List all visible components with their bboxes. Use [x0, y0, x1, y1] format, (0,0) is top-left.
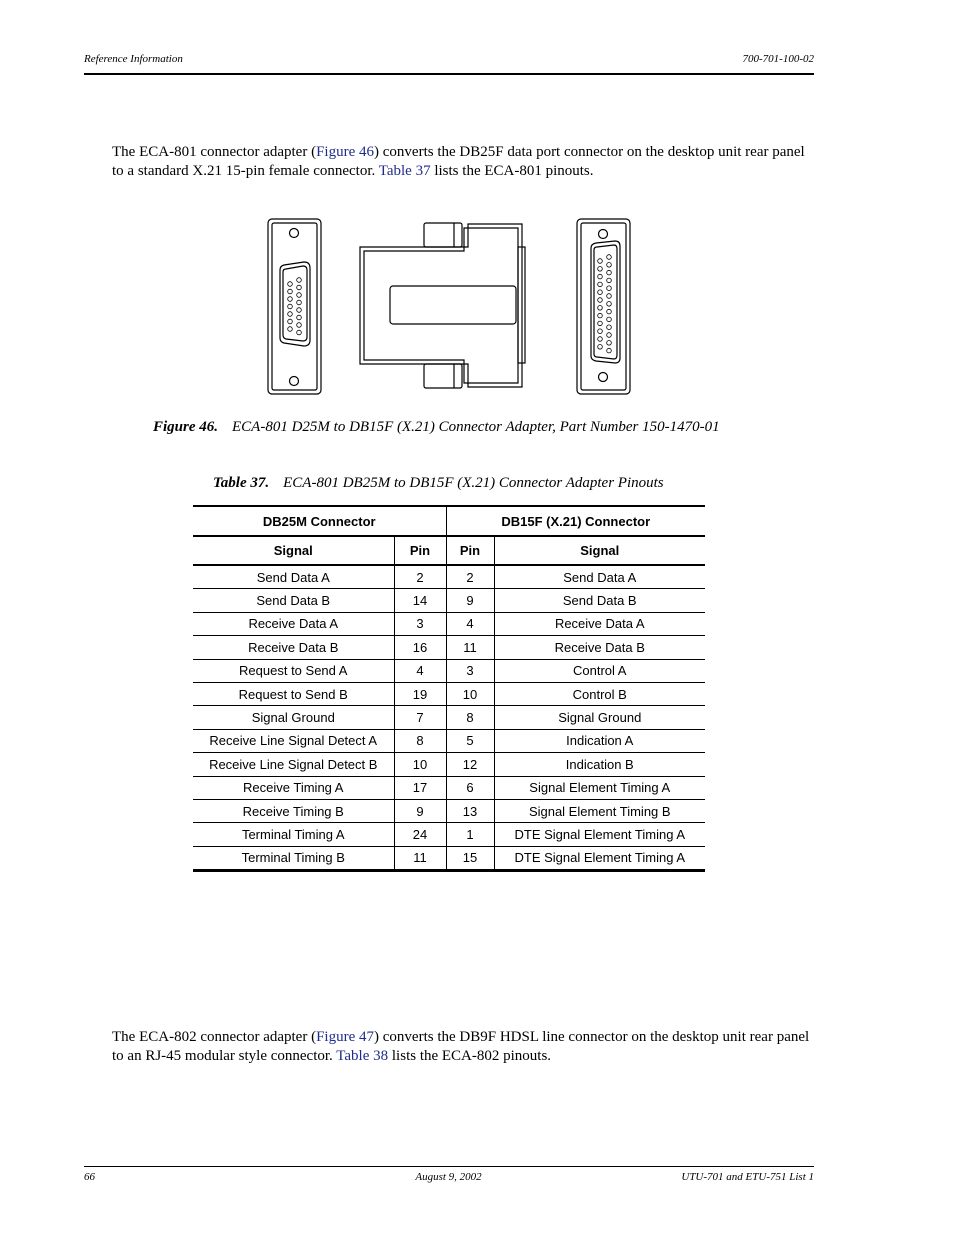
- db25-pin-icon: [607, 294, 612, 299]
- db25m-signal-cell: Receive Line Signal Detect B: [193, 753, 394, 776]
- figure-46-link[interactable]: Figure 46: [316, 144, 375, 160]
- db15-pin-icon: [288, 312, 293, 317]
- db15-pin-icon: [288, 297, 293, 302]
- connector-adapter-figure: [260, 212, 640, 402]
- db25-pin-icon: [598, 274, 603, 279]
- table-row: [193, 799, 705, 822]
- intro-paragraph: [112, 143, 812, 181]
- db25m-signal-cell: Send Data B: [193, 589, 394, 612]
- db25-pin-icon: [607, 348, 612, 353]
- figure-caption: [153, 419, 720, 436]
- db25m-group-header: DB25M Connector: [193, 506, 446, 536]
- db15-pin-icon: [297, 315, 302, 320]
- db15f-signal-cell: Signal Ground: [494, 706, 705, 729]
- table-row: [193, 753, 705, 776]
- figure-caption-text: ECA-801 D25M to DB15F (X.21) Connector Adapter, Part Number 150-1470-01: [232, 419, 720, 435]
- db15f-signal-cell: Signal Element Timing A: [494, 776, 705, 799]
- pinout-table: [193, 505, 705, 872]
- db15-pin-icon: [297, 323, 302, 328]
- outro-text-3: lists the ECA-802 pinouts.: [388, 1048, 552, 1064]
- db15-pin-icon: [288, 282, 293, 287]
- table-row: [193, 776, 705, 799]
- db25-pin-icon: [607, 286, 612, 291]
- header-rule: [84, 73, 814, 75]
- db25m-signal-header: Signal: [193, 536, 394, 565]
- db15f-pin-cell: 1: [446, 823, 494, 846]
- db25m-signal-cell: Signal Ground: [193, 706, 394, 729]
- db25-pin-icon: [598, 306, 603, 311]
- db25-pin-icon: [607, 341, 612, 346]
- db15f-pin-cell: 6: [446, 776, 494, 799]
- table-row: [193, 706, 705, 729]
- figure-label: Figure 46.: [153, 419, 219, 435]
- db15f-signal-cell: Indication A: [494, 729, 705, 752]
- db25m-pin-cell: 4: [394, 659, 446, 682]
- db25m-pin-cell: 19: [394, 682, 446, 705]
- db25m-signal-cell: Send Data A: [193, 565, 394, 589]
- db15f-pin-cell: 15: [446, 846, 494, 870]
- db15f-pin-cell: 4: [446, 612, 494, 635]
- db25m-signal-cell: Request to Send A: [193, 659, 394, 682]
- outro-text-1: The ECA-802 connector adapter (: [112, 1029, 317, 1045]
- header-document-number: 700-701-100-02: [742, 53, 814, 65]
- db15-pin-icon: [288, 289, 293, 294]
- db15f-signal-cell: Send Data A: [494, 565, 705, 589]
- db25m-pin-cell: 17: [394, 776, 446, 799]
- db25m-pin-cell: 8: [394, 729, 446, 752]
- db25m-signal-cell: Receive Data A: [193, 612, 394, 635]
- db25-pin-icon: [607, 325, 612, 330]
- db15f-pin-cell: 10: [446, 682, 494, 705]
- db15f-pin-cell: 12: [446, 753, 494, 776]
- db25-pin-icon: [607, 317, 612, 322]
- header-section-title: Reference Information: [84, 53, 183, 65]
- db25m-pin-cell: 14: [394, 589, 446, 612]
- db15f-pin-cell: 8: [446, 706, 494, 729]
- db15-pin-icon: [297, 308, 302, 313]
- db25m-pin-cell: 16: [394, 636, 446, 659]
- db25m-signal-cell: Receive Timing A: [193, 776, 394, 799]
- db25-pin-icon: [598, 313, 603, 318]
- db25-pin-icon: [598, 298, 603, 303]
- table-row: [193, 729, 705, 752]
- db25m-pin-cell: 11: [394, 846, 446, 870]
- db25-pin-icon: [607, 270, 612, 275]
- intro-text-1: The ECA-801 connector adapter (: [112, 144, 317, 160]
- outro-text-2: ) converts the DB9F HDSL line connector on the desktop unit rear panel to an RJ-45 modular style connector.: [112, 1029, 810, 1064]
- table-row: [193, 659, 705, 682]
- db25m-signal-cell: Request to Send B: [193, 682, 394, 705]
- db15f-signal-cell: Send Data B: [494, 589, 705, 612]
- db15f-signal-cell: Receive Data B: [494, 636, 705, 659]
- db15f-signal-cell: Indication B: [494, 753, 705, 776]
- db15-pin-icon: [288, 327, 293, 332]
- db15-pin-icon: [297, 330, 302, 335]
- db25m-pin-cell: 2: [394, 565, 446, 589]
- db15-pin-icon: [297, 300, 302, 305]
- outro-paragraph: [112, 1028, 812, 1066]
- db25-pin-icon: [598, 329, 603, 334]
- db25-pin-icon: [598, 282, 603, 287]
- db25-pin-icon: [607, 302, 612, 307]
- db15f-signal-cell: Receive Data A: [494, 612, 705, 635]
- db25-pin-icon: [598, 321, 603, 326]
- db25m-signal-cell: Receive Timing B: [193, 799, 394, 822]
- footer-product: UTU-701 and ETU-751 List 1: [681, 1171, 814, 1183]
- pinout-table-body: [193, 565, 705, 871]
- db15f-signal-cell: Control A: [494, 659, 705, 682]
- footer-rule: [84, 1166, 814, 1167]
- footer-date: August 9, 2002: [415, 1171, 482, 1183]
- db25-pin-icon: [607, 255, 612, 260]
- table-38-link[interactable]: Table 38: [336, 1048, 389, 1064]
- db15f-signal-cell: Control B: [494, 682, 705, 705]
- db15-pin-icon: [288, 319, 293, 324]
- db25m-signal-cell: Terminal Timing A: [193, 823, 394, 846]
- connector-adapter-drawing: [260, 212, 640, 402]
- intro-text-3: lists the ECA-801 pinouts.: [430, 163, 594, 179]
- db15f-signal-cell: DTE Signal Element Timing A: [494, 846, 705, 870]
- db15-pin-icon: [297, 293, 302, 298]
- table-row: [193, 589, 705, 612]
- db15-pin-icon: [288, 304, 293, 309]
- db15f-signal-header: Signal: [494, 536, 705, 565]
- db25-pin-icon: [598, 267, 603, 272]
- table-row: [193, 846, 705, 870]
- table-caption: [213, 475, 664, 492]
- db15f-pin-cell: 2: [446, 565, 494, 589]
- db15f-signal-cell: Signal Element Timing B: [494, 799, 705, 822]
- intro-text-2: ) converts the DB25F data port connector on the desktop unit rear panel to a standard X.21 15-pin female connector.: [112, 144, 805, 179]
- db25-pin-icon: [607, 263, 612, 268]
- db15f-pin-cell: 3: [446, 659, 494, 682]
- db25-pin-icon: [607, 278, 612, 283]
- db15f-pin-header: Pin: [446, 536, 494, 565]
- page-number: 66: [84, 1171, 95, 1183]
- db15f-signal-cell: DTE Signal Element Timing A: [494, 823, 705, 846]
- db15f-pin-cell: 13: [446, 799, 494, 822]
- db15f-pin-cell: 11: [446, 636, 494, 659]
- db25m-pin-header: Pin: [394, 536, 446, 565]
- figure-47-link[interactable]: Figure 47: [316, 1029, 375, 1045]
- table-caption-text: ECA-801 DB25M to DB15F (X.21) Connector Adapter Pinouts: [283, 475, 664, 491]
- db25-pin-icon: [607, 309, 612, 314]
- db25-pin-icon: [607, 333, 612, 338]
- db25-pin-icon: [598, 290, 603, 295]
- table-row: [193, 612, 705, 635]
- table-label: Table 37.: [213, 475, 270, 491]
- db15f-pin-cell: 9: [446, 589, 494, 612]
- table-row: [193, 682, 705, 705]
- table-row: [193, 636, 705, 659]
- db25-pin-icon: [598, 259, 603, 264]
- db25m-signal-cell: Receive Line Signal Detect A: [193, 729, 394, 752]
- db25m-pin-cell: 10: [394, 753, 446, 776]
- db25m-pin-cell: 3: [394, 612, 446, 635]
- db25m-signal-cell: Receive Data B: [193, 636, 394, 659]
- db25m-pin-cell: 24: [394, 823, 446, 846]
- db15-pin-icon: [297, 285, 302, 290]
- table-row: [193, 565, 705, 589]
- table-37-link[interactable]: Table 37: [378, 163, 431, 179]
- db25m-pin-cell: 9: [394, 799, 446, 822]
- table-row: [193, 823, 705, 846]
- db15f-group-header: DB15F (X.21) Connector: [446, 506, 705, 536]
- db25-pin-icon: [598, 337, 603, 342]
- db15-pin-icon: [297, 278, 302, 283]
- db25-pin-icon: [598, 345, 603, 350]
- db25m-pin-cell: 7: [394, 706, 446, 729]
- db15f-pin-cell: 5: [446, 729, 494, 752]
- db25m-signal-cell: Terminal Timing B: [193, 846, 394, 870]
